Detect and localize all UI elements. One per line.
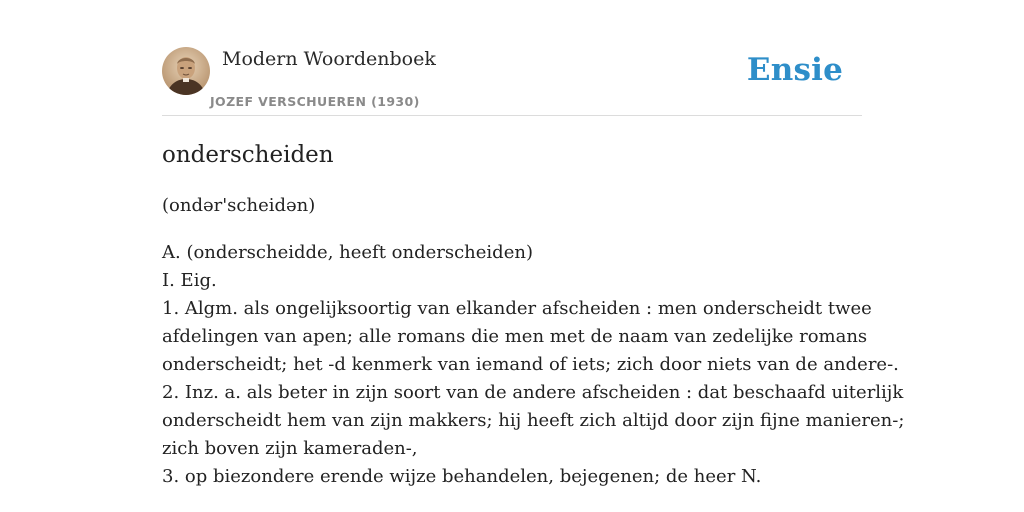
- definition-line: onderscheidt; het -d kenmerk van iemand of iets; zich door niets van de andere-.: [162, 354, 899, 375]
- definition-line: 3. op biezondere erende wijze behandelen, bejegenen; de heer N.: [162, 466, 762, 487]
- dictionary-header: [162, 40, 862, 116]
- book-author[interactable]: JOZEF VERSCHUEREN (1930): [210, 94, 420, 109]
- author-portrait[interactable]: [162, 47, 210, 95]
- definition-line: afdelingen van apen; alle romans die men met de naam van zedelijke romans: [162, 326, 868, 347]
- entry-headword: onderscheiden: [162, 142, 334, 168]
- definition-line: 2. Inz. a. als beter in zijn soort van de andere afscheiden : dat beschaafd uiterlijk: [162, 382, 904, 403]
- definition-line: onderscheidt hem van zijn makkers; hij heeft zich altijd door zijn fijne manieren-;: [162, 410, 905, 431]
- ensie-logo[interactable]: Ensie: [746, 52, 843, 88]
- entry-pronunciation: (ondər'scheidən): [162, 195, 316, 216]
- book-title[interactable]: Modern Woordenboek: [222, 48, 436, 70]
- definition-line: I. Eig.: [162, 270, 217, 291]
- definition-line: A. (onderscheidde, heeft onderscheiden): [162, 242, 533, 263]
- definition-line: 1. Algm. als ongelijksoortig van elkander afscheiden : men onderscheidt twee: [162, 298, 872, 319]
- definition-line: zich boven zijn kameraden-,: [162, 438, 418, 459]
- entry-definition: [162, 239, 905, 491]
